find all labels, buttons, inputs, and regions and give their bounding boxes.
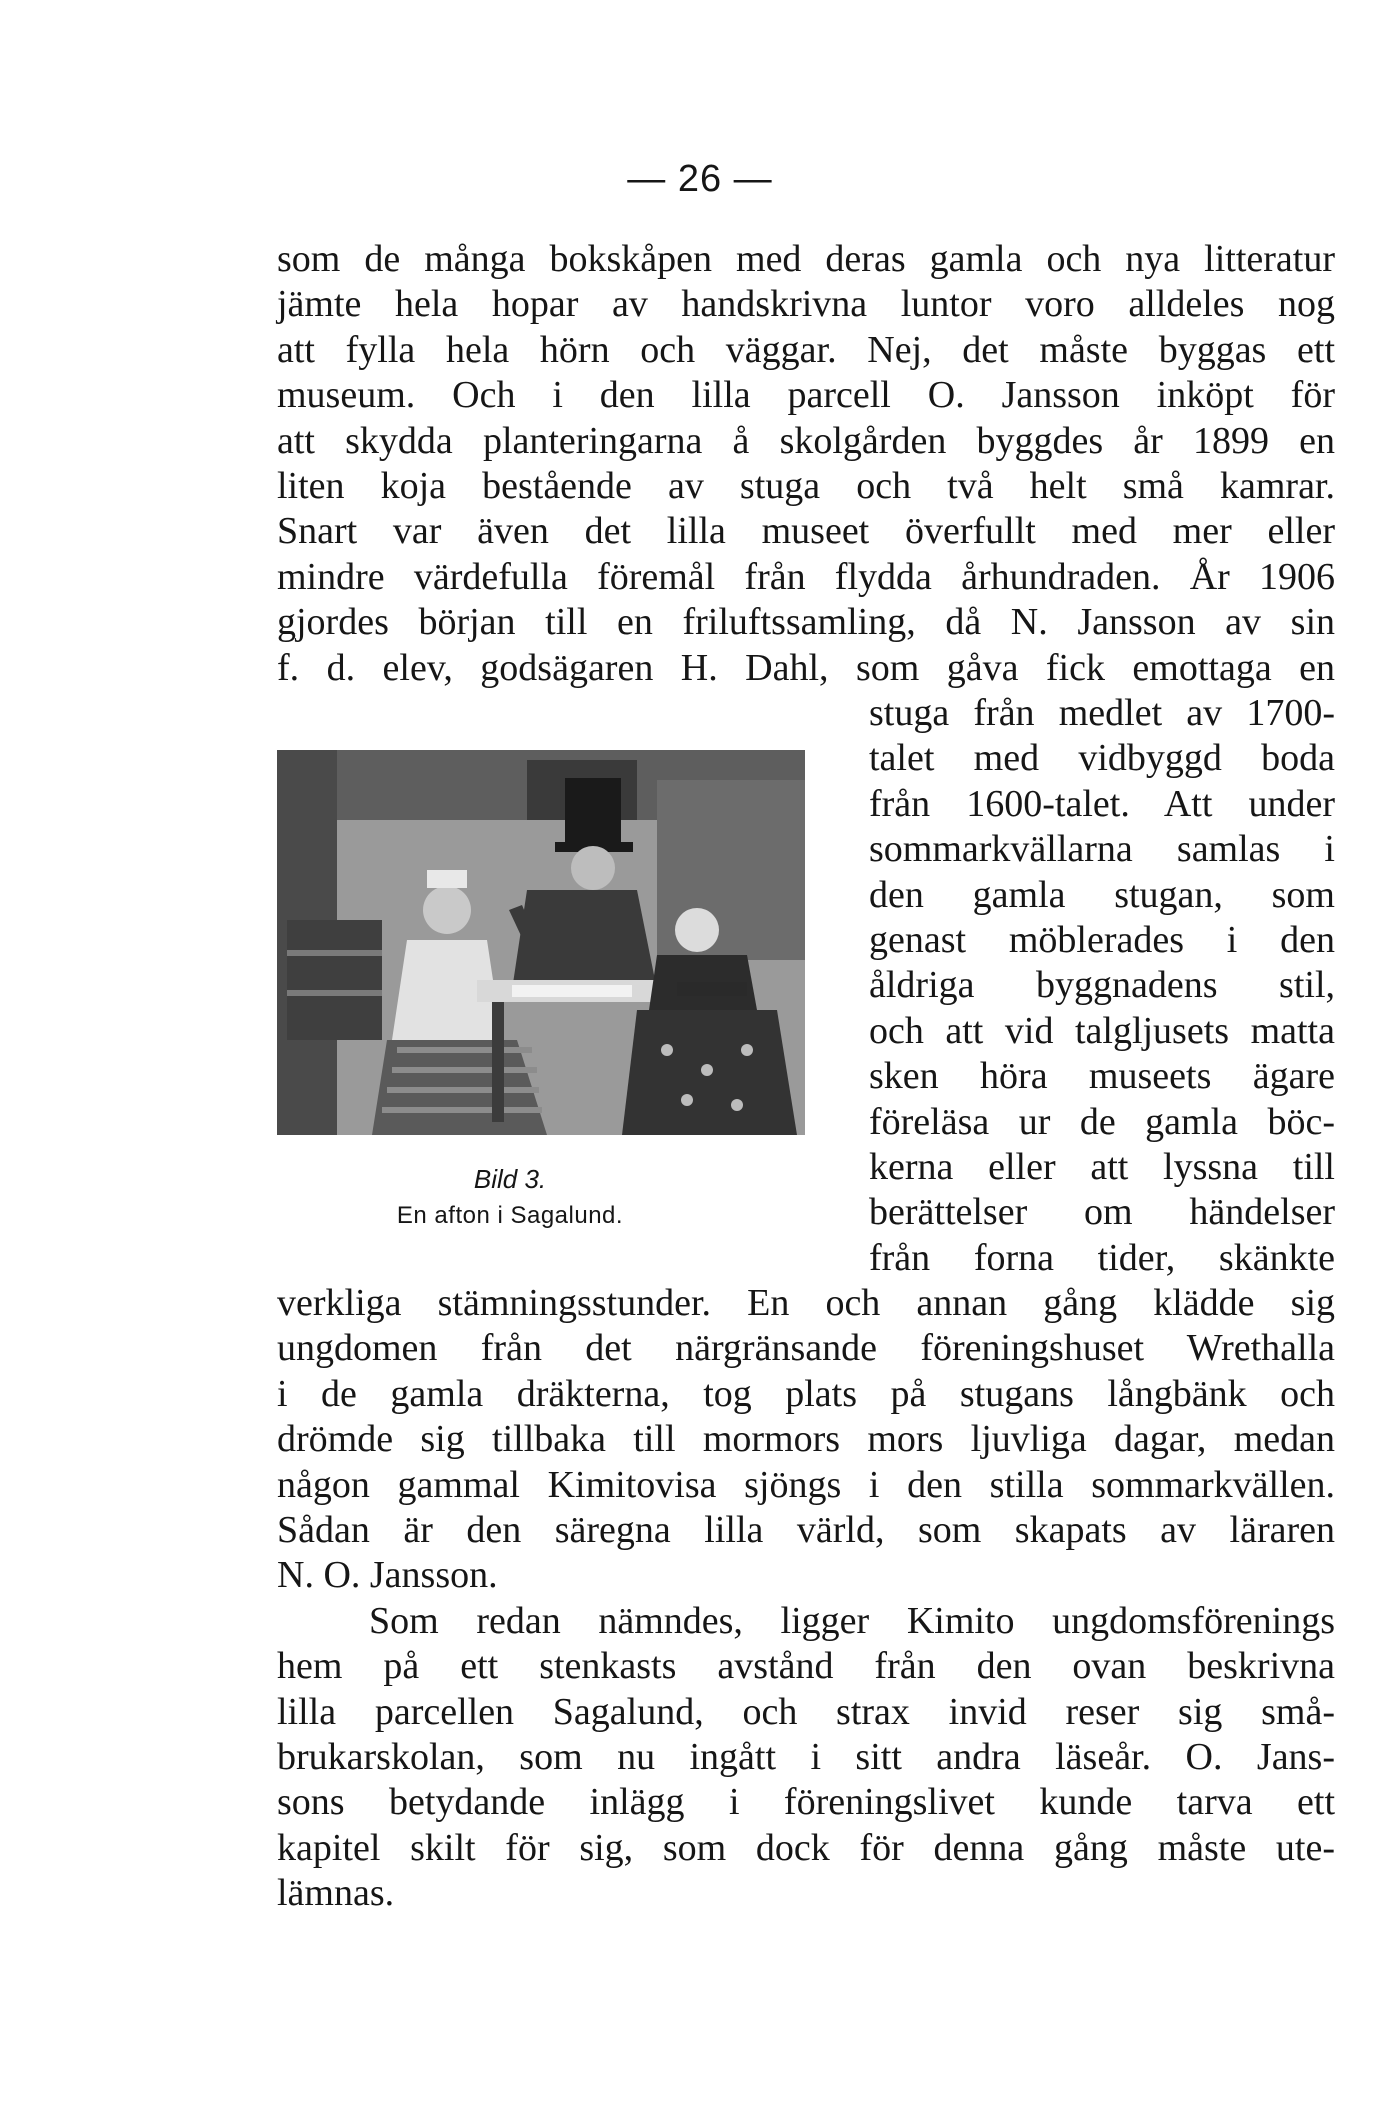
text-line: N. O. Jansson.: [277, 1554, 498, 1597]
text-line: brukarskolan, som nu ingått i sitt andra läseår. O. Jans-: [277, 1736, 1335, 1779]
text-line: från 1600-talet. Att under: [869, 782, 1335, 825]
text-line: museum. Och i den lilla parcell O. Jansson inköpt för: [277, 374, 1335, 417]
figure-caption: En afton i Sagalund.: [396, 1202, 624, 1229]
text-line: i de gamla dräkterna, tog plats på stugans långbänk och: [277, 1372, 1335, 1415]
text-line: som de många bokskåpen med deras gamla och nya litteratur: [277, 238, 1335, 280]
page-number: — 26 —: [627, 158, 773, 200]
figure-photo: [277, 750, 805, 1135]
text-line: den gamla stugan, som: [869, 873, 1335, 916]
text-line: Som redan nämndes, ligger Kimito ungdomsförenings: [369, 1599, 1335, 1642]
text-line: någon gammal Kimitovisa sjöngs i den stilla sommarkvällen.: [277, 1463, 1335, 1506]
text-line: från forna tider, skänkte: [869, 1236, 1335, 1279]
text-line: sons betydande inlägg i föreningslivet kunde tarva ett: [277, 1781, 1335, 1824]
text-line: gjordes början till en friluftssamling, då N. Jansson av sin: [277, 601, 1335, 644]
text-line: mindre värdefulla föremål från flydda århundraden. År 1906: [277, 555, 1335, 598]
text-line: liten koja bestående av stuga och två helt små kamrar.: [277, 465, 1335, 508]
text-line: att skydda planteringarna å skolgården byggdes år 1899 en: [277, 419, 1335, 462]
paragraph-1-beside-figure: [869, 691, 1335, 1281]
text-line: lämnas.: [277, 1872, 395, 1915]
text-line: verkliga stämningsstunder. En och annan gång klädde sig: [277, 1282, 1335, 1324]
text-line: Snart var även det lilla museet överfullt med mer eller: [277, 510, 1335, 553]
text-line: ungdomen från det närgränsande föreningshuset Wrethalla: [277, 1327, 1335, 1370]
text-line: lilla parcellen Sagalund, och strax invid reser sig små-: [277, 1690, 1335, 1733]
text-line: åldriga byggnadens stil,: [869, 964, 1335, 1007]
text-line: föreläsa ur de gamla böc-: [869, 1100, 1335, 1143]
text-line: stuga från medlet av 1700-: [869, 692, 1335, 734]
text-line: drömde sig tillbaka till mormors mors ljuvliga dagar, medan: [277, 1418, 1335, 1461]
text-line: och att vid talgljusets matta: [869, 1009, 1335, 1052]
paragraph-1-closing-and-paragraph-2: [277, 1281, 1335, 1917]
text-line: jämte hela hopar av handskrivna luntor voro alldeles nog: [277, 283, 1335, 326]
text-line: talet med vidbyggd boda: [869, 737, 1335, 780]
text-line: sommarkvällarna samlas i: [869, 828, 1335, 871]
photo-illustration: [277, 750, 805, 1135]
paragraph-1-opening: [277, 237, 1335, 691]
text-line: Sådan är den säregna lilla värld, som skapats av läraren: [277, 1509, 1335, 1552]
text-line: f. d. elev, godsägaren H. Dahl, som gåva fick emottaga en: [277, 646, 1335, 689]
figure-label: Bild 3.: [473, 1164, 547, 1194]
text-line: genast möblerades i den: [869, 919, 1335, 962]
text-line: berättelser om händelser: [869, 1191, 1335, 1234]
text-line: hem på ett stenkasts avstånd från den ovan beskrivna: [277, 1645, 1335, 1688]
text-line: kapitel skilt för sig, som dock för denna gång måste ute-: [277, 1826, 1335, 1869]
text-line: att fylla hela hörn och väggar. Nej, det måste byggas ett: [277, 328, 1335, 371]
text-line: sken höra museets ägare: [869, 1055, 1335, 1098]
text-line: kerna eller att lyssna till: [869, 1146, 1335, 1189]
